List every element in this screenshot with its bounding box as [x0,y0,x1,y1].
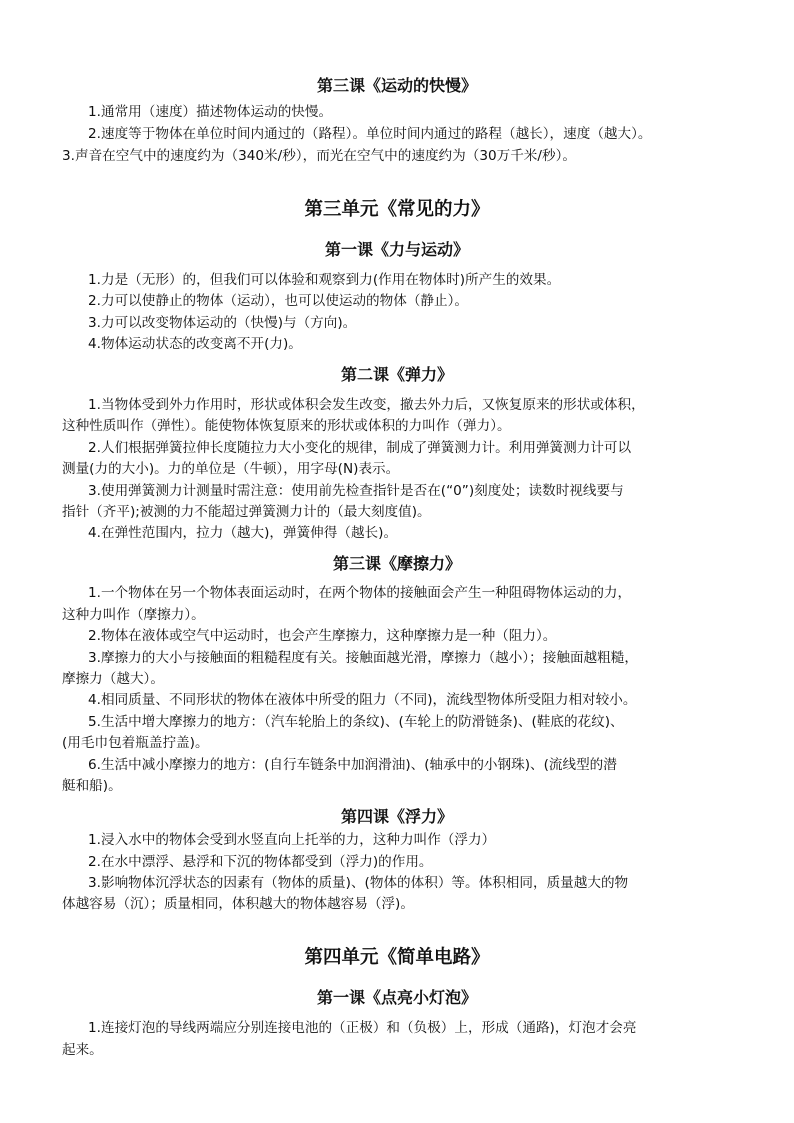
paragraph-line: 这种力叫作（摩擦力）。 [62,607,205,623]
paragraph-line: 艇和船)。 [62,778,122,794]
paragraph-line: 2.力可以使静止的物体（运动），也可以使运动的物体（静止）。 [88,293,468,309]
lesson-heading: 第一课《点亮小灯泡》 [316,988,477,1007]
paragraph-line: 1.浸入水中的物体会受到水竖直向上托举的力，这种力叫作（浮力） [88,832,496,848]
paragraph-line: 1.连接灯泡的导线两端应分别连接电池的（正极）和（负极）上，形成（通路)，灯泡才会亮 [88,1020,637,1036]
paragraph-line: 体越容易（沉）；质量相同，体积越大的物体越容易（浮)。 [62,896,414,912]
unit-heading: 第四单元《简单电路》 [304,947,490,968]
lesson-heading: 第三课《运动的快慢》 [316,76,477,95]
paragraph-line: 4.在弹性范围内，拉力（越大)，弹簧伸得（越长)。 [88,525,398,541]
paragraph-line: 摩擦力（越大）。 [62,671,164,687]
paragraph-line: 2.物体在液体或空气中运动时，也会产生摩擦力，这种摩擦力是一种（阻力）。 [88,628,557,644]
lesson-heading: 第一课《力与运动》 [324,240,469,259]
unit-heading: 第三单元《常见的力》 [304,199,490,220]
paragraph-line: 3.力可以改变物体运动的（快慢)与（方向)。 [88,315,357,331]
paragraph-line: 4.物体运动状态的改变离不开(力)。 [88,336,302,352]
paragraph-line: 指针（齐平);被测的力不能超过弹簧测力计的（最大刻度值)。 [62,504,431,520]
paragraph-line: 2.在水中漂浮、悬浮和下沉的物体都受到（浮力)的作用。 [88,854,433,870]
paragraph-line: 4.相同质量、不同形状的物体在液体中所受的阻力（不同)，流线型物体所受阻力相对较小。 [88,692,637,708]
lesson-heading: 第三课《摩擦力》 [332,554,461,573]
paragraph-line: 6.生活中减小摩擦力的地方：(自行车链条中加润滑油)、(轴承中的小钢珠)、(流线型的潜 [88,757,617,773]
paragraph-line: 2.速度等于物体在单位时间内通过的（路程）。单位时间内通过的路程（越长），速度（越大）。 [88,126,652,142]
lesson-heading: 第四课《浮力》 [340,807,453,826]
paragraph-line: 3.摩擦力的大小与接触面的粗糙程度有关。接触面越光滑，摩擦力（越小）；接触面越粗糙， [88,650,638,666]
paragraph-line: 起来。 [62,1042,103,1058]
paragraph-line: 1.一个物体在另一个物体表面运动时，在两个物体的接触面会产生一种阻碍物体运动的力， [88,585,632,601]
paragraph-line: 1.当物体受到外力作用时，形状或体积会发生改变，撤去外力后，又恢复原来的形状或体积， [88,397,645,413]
paragraph-line: 1.力是（无形）的，但我们可以体验和观察到力(作用在物体时)所产生的效果。 [88,272,561,288]
paragraph-line: 2.人们根据弹簧拉伸长度随拉力大小变化的规律，制成了弹簧测力计。利用弹簧测力计可以 [88,440,632,456]
paragraph-line: 3.使用弹簧测力计测量时需注意：使用前先检查指针是否在(“0”)刻度处；读数时视线要与 [88,483,624,499]
paragraph-line: 测量(力的大小)。力的单位是（牛顿），用字母(N)表示。 [62,461,400,477]
paragraph-line: 这种性质叫作（弹性）。能使物体恢复原来的形状或体积的力叫作（弹力）。 [62,418,511,434]
lesson-heading: 第二课《弹力》 [340,365,453,384]
paragraph-line: 1.通常用（速度）描述物体运动的快慢。 [88,104,333,120]
paragraph-line: 3.声音在空气中的速度约为（340米/秒），而光在空气中的速度约为（30万千米/秒）。 [62,148,576,164]
paragraph-line: (用毛巾包着瓶盖拧盖)。 [62,735,209,751]
paragraph-line: 3.影响物体沉浮状态的因素有（物体的质量)、(物体的体积）等。体积相同，质量越大的物 [88,875,629,891]
paragraph-line: 5.生活中增大摩擦力的地方：（汽车轮胎上的条纹)、(车轮上的防滑链条)、(鞋底的花纹)、 [88,714,624,730]
